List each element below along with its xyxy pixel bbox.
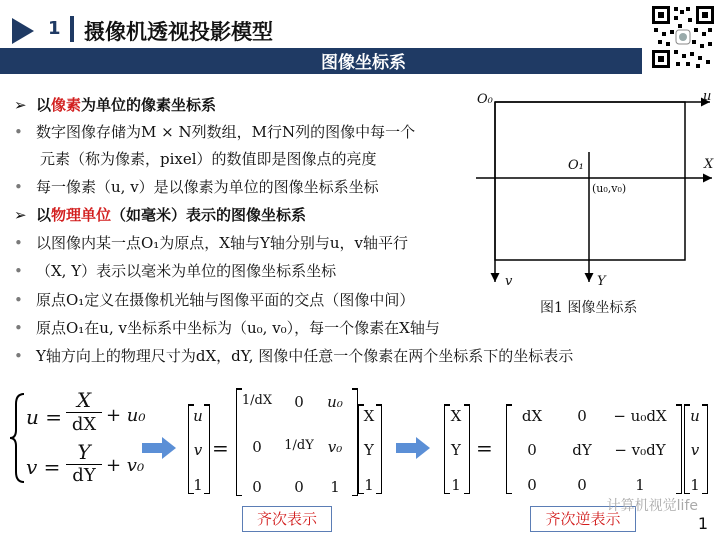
label-o0: O₀ — [477, 92, 493, 107]
vector-cell: Y — [364, 441, 374, 459]
bullet-text: 以图像内某一点O₁为原点，X轴与Y轴分别与u，v轴平行 — [36, 234, 409, 252]
bullet-heading — [14, 204, 306, 225]
matrix-cell: 1 — [635, 476, 645, 494]
bullet-text: 数字图像存储为M × N列数组，M行N列的图像中每一个 — [36, 123, 416, 141]
label-origin: (u₀,v₀) — [592, 182, 627, 195]
matrix-cell: dX — [521, 407, 543, 425]
bullet-text: 元素（称为像素，pixel）的数值即是图像点的亮度 — [40, 150, 377, 168]
heading-red: 像素 — [51, 96, 82, 114]
left-brace — [8, 392, 28, 484]
label-homogeneous: 齐次表示 — [242, 506, 332, 532]
dot-bullet-icon: • — [14, 123, 23, 141]
bullet-text: 原点O₁定义在摄像机光轴与图像平面的交点（图像中间） — [36, 291, 415, 309]
bullet-item — [14, 260, 336, 281]
matrix-cell: 1 — [330, 478, 340, 496]
eq-u-rest: + u₀ — [106, 405, 146, 426]
section-title — [0, 48, 642, 74]
matrix-cell: u₀ — [327, 393, 343, 411]
vector-cell: v — [690, 441, 700, 459]
vector-cell: 1 — [451, 476, 461, 494]
matrix-cell: 0 — [527, 476, 537, 494]
header-divider — [70, 16, 74, 42]
dot-bullet-icon: • — [14, 347, 23, 365]
dot-bullet-icon: • — [14, 291, 23, 309]
vector-cell: v — [193, 441, 203, 459]
label-o1: O₁ — [568, 158, 584, 173]
bullet-text: Y轴方向上的物理尺寸为dX，dY, 图像中任意一个像素在两个坐标系下的坐标表示 — [36, 347, 574, 365]
figure-caption: 图1 图像坐标系 — [540, 300, 638, 316]
eq-u-num: X — [66, 388, 102, 413]
arrow-bullet-icon: ➢ — [14, 206, 27, 224]
equals-sign: = — [212, 436, 229, 460]
equals-sign: = — [476, 436, 493, 460]
matrix-cell: dY — [572, 441, 592, 459]
eq-v-rest: + v₀ — [106, 455, 145, 476]
heading-post: 为单位的像素坐标系 — [81, 96, 217, 114]
right-arrow-icon — [142, 436, 178, 460]
qr-code-icon — [650, 4, 716, 70]
heading-pre: 以 — [36, 206, 52, 224]
vector-cell: 1 — [690, 476, 700, 494]
bullet-item — [14, 317, 440, 338]
section-number: 1 — [48, 18, 61, 39]
watermark: 计算机视觉life — [606, 498, 698, 514]
matrix-cell: 1/dX — [241, 393, 273, 408]
bullet-text: （X, Y）表示以毫米为单位的图像坐标系坐标 — [36, 262, 337, 280]
page-title: 摄像机透视投影模型 — [84, 20, 273, 44]
matrix-cell: 0 — [294, 393, 304, 411]
bullet-item — [14, 345, 573, 366]
page-number: 1 — [697, 514, 708, 533]
vector-cell: X — [363, 407, 375, 425]
image-plane-rect — [495, 102, 685, 260]
bullet-heading — [14, 94, 216, 115]
label-x: X — [704, 157, 714, 172]
vector-cell: 1 — [364, 476, 374, 494]
right-arrow-icon — [396, 436, 432, 460]
matrix-cell: 0 — [577, 407, 587, 425]
label-inverse-homogeneous: 齐次逆表示 — [530, 506, 636, 532]
header-triangle-icon — [12, 18, 34, 44]
vector-cell: Y — [451, 441, 461, 459]
heading-red: 物理单位 — [51, 206, 112, 224]
bullet-item — [14, 121, 415, 142]
matrix-cell: v₀ — [327, 438, 343, 456]
eq-u-lhs: u = — [26, 405, 62, 429]
matrix-cell: 0 — [577, 476, 587, 494]
bullet-item — [14, 176, 379, 197]
vector-cell: 1 — [193, 476, 203, 494]
label-v: v — [505, 274, 513, 289]
dot-bullet-icon: • — [14, 234, 23, 252]
matrix-cell: − v₀dY — [614, 441, 666, 459]
label-u: u — [703, 89, 712, 104]
vector-cell: u — [690, 407, 700, 425]
label-y: Y — [597, 274, 606, 289]
dot-bullet-icon: • — [14, 262, 23, 280]
bullet-item — [14, 232, 408, 253]
matrix-cell: 0 — [252, 478, 262, 496]
bullet-item — [14, 289, 414, 310]
arrow-bullet-icon: ➢ — [14, 96, 27, 114]
bullet-text: 原点O₁在u, v坐标系中坐标为（u₀, v₀），每一个像素在X轴与 — [36, 319, 440, 337]
eq-v-den: dY — [72, 465, 96, 486]
vector-cell: X — [450, 407, 462, 425]
matrix-cell: 0 — [294, 478, 304, 496]
eq-u-den: dX — [71, 414, 97, 435]
dot-bullet-icon: • — [14, 319, 23, 337]
eq-v-lhs: v = — [26, 455, 61, 479]
vector-cell: u — [193, 407, 203, 425]
eq-v-num: Y — [66, 440, 102, 465]
matrix-cell: 0 — [527, 441, 537, 459]
matrix-cell: 1/dY — [284, 438, 314, 453]
matrix-cell: 0 — [252, 438, 262, 456]
dot-bullet-icon: • — [14, 178, 23, 196]
heading-pre: 以 — [36, 96, 52, 114]
bullet-item — [40, 148, 377, 169]
heading-post: （如毫米）表示的图像坐标系 — [111, 206, 307, 224]
matrix-cell: − u₀dX — [613, 407, 667, 425]
bullet-text: 每一像素（u, v）是以像素为单位的图像坐标系坐标 — [36, 178, 379, 196]
section-title-text: 图像坐标系 — [321, 53, 406, 73]
